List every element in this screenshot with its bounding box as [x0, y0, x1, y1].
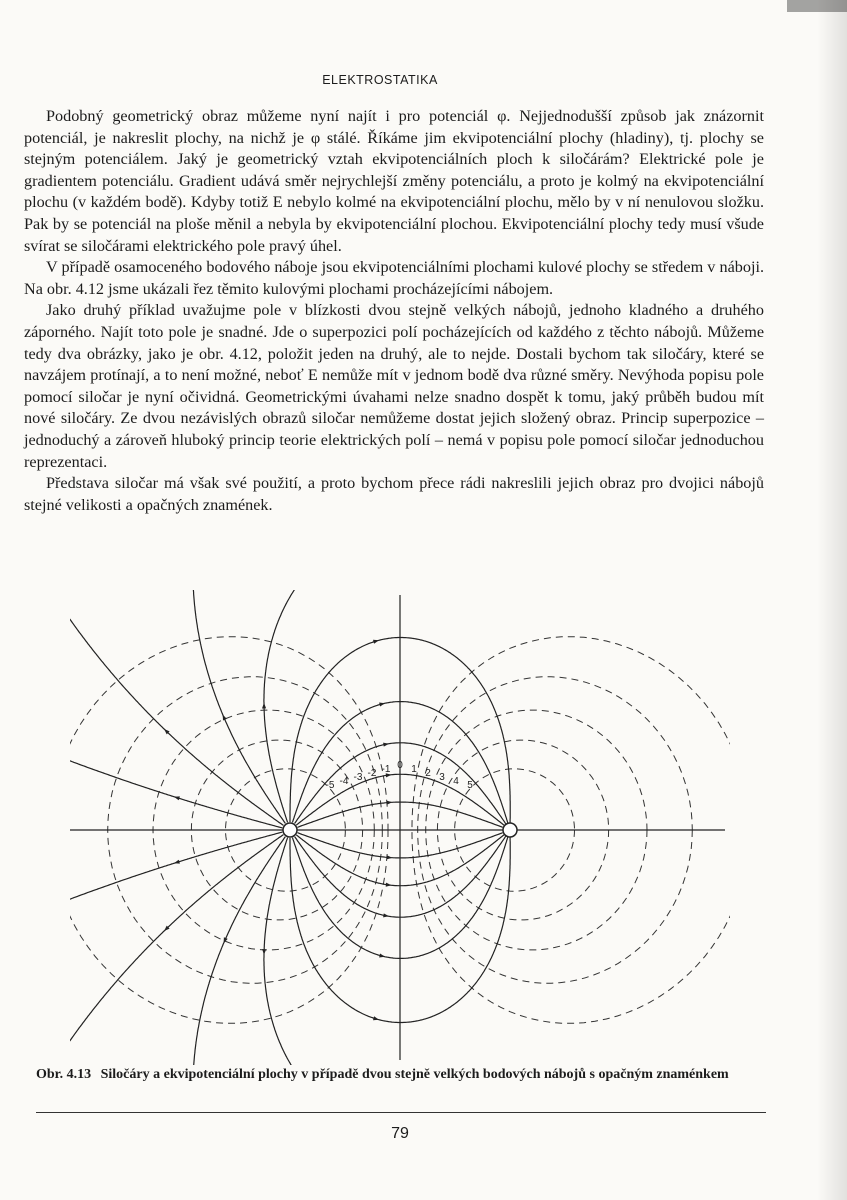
field-arrow: [383, 743, 389, 747]
field-line-16: [70, 590, 283, 825]
field-arrow: [174, 796, 180, 800]
body-text: [24, 106, 764, 516]
field-arrow: [373, 640, 379, 644]
field-arrow: [373, 1016, 379, 1020]
paragraph-3: Jako druhý příklad uvažujme pole v blízkosti dvou stejně velkých nábojů, jednoho kladného a druhého záporného. Najít toto pole je snadné. Jde o superpozici polí pocházejících od každého z těchto nábojů. Můžeme tedy dva obrázky, jako je obr. 4.12, položit jeden na druhý, ale to nejde. Dostali bychom tak siločáry, které se navzájem protínají, a to není možné, neboť E nemůže mít v jednom bodě dva různé směry. Nevýhoda popisu pole pomocí siločar je nyní očividná. Geometrickými úvahami nelze snadno dospět k tomu, jaký průběh budou mít nové siločáry. Ze dvou nezávislých obrazů siločar nemůžeme dostat jejich složený obraz. Princip superpozice – jednoduchý a zároveň hluboký princip teorie elektrických polí – nemá v popisu pole pomocí siločar jednoduchou reprezentaci.: [24, 301, 764, 471]
potential-label-2: -3: [353, 772, 363, 783]
page-edge-shadow: [817, 0, 847, 1200]
positive-charge: [283, 823, 297, 837]
dipole-field-figure: [70, 590, 730, 1065]
field-line-17: [70, 753, 282, 828]
figure-number: Obr. 4.13: [36, 1067, 92, 1082]
page-corner-shadow: [787, 0, 847, 12]
field-line-6: [193, 837, 286, 1065]
field-arrow: [262, 703, 266, 709]
field-arrow: [379, 954, 385, 958]
field-line-5: [264, 838, 306, 1065]
field-lines-diagram: [70, 590, 730, 1065]
field-arrow: [387, 855, 393, 859]
potential-label-6: 1: [411, 764, 417, 775]
field-arrow: [223, 715, 227, 721]
field-line-7: [70, 835, 283, 1065]
page-number: 79: [391, 1125, 409, 1142]
negative-charge: [503, 823, 517, 837]
potential-label-5: 0: [397, 760, 403, 771]
potential-label-4: -1: [381, 764, 391, 775]
field-arrow: [174, 860, 180, 864]
potential-label-8: 3: [439, 772, 445, 783]
figure-caption: [36, 1065, 766, 1084]
potential-label-3: -2: [367, 768, 377, 779]
footer-rule: [36, 1112, 766, 1113]
paragraph-1: Podobný geometrický obraz můžeme nyní najít i pro potenciál φ. Nejjednodušší způsob jak znázornit potenciál, je nakreslit plochy, na nichž je φ stálé. Říkáme jim ekvipotenciální plochy (hladiny), tj. plochy se stejným potenciálem. Jaký je geometrický vztah ekvipotenciálních ploch k siločárám? Elektrické pole je gradientem potenciálu. Gradient udává směr nejrychlejší změny potenciálu, a proto je kolmý na ekvipotenciální plochu (v každém bodě). Kdyby totiž E nebylo kolmé na ekvipotenciální plochu, mělo by v ní nenulovou složku. Pak by se potenciál na ploše měnil a nebyla by ekvipotenciální plochou. Ekvipotenciální plochy tedy musí všude svírat se siločárami elektrického pole pravý úhel.: [24, 107, 764, 255]
field-line-15: [193, 590, 286, 823]
field-line-8: [70, 832, 282, 907]
potential-label-0: -5: [325, 780, 335, 791]
potential-labels: [326, 760, 474, 791]
field-line-14: [264, 590, 310, 822]
paragraph-2: V případě osamoceného bodového náboje jsou ekvipotenciálními plochami kulové plochy se středem v náboji. Na obr. 4.12 jsme ukázali řez těmito kulovými plochami procházejícími nábojem.: [24, 258, 764, 298]
field-arrow: [262, 949, 266, 955]
caption-text: Siločáry a ekvipotenciální plochy v případě dvou stejně velkých bodových nábojů s opačným znaménkem: [100, 1067, 729, 1082]
potential-label-1: -4: [339, 776, 349, 787]
potential-label-10: 5: [467, 780, 473, 791]
paragraph-4: Představa siločar má však své použití, a proto bychom přece rádi nakreslili jejich obraz pro dvojici nábojů stejné velikosti a opačných znamének.: [24, 474, 764, 514]
running-head: ELEKTROSTATIKA: [322, 73, 438, 87]
potential-label-9: 4: [453, 776, 459, 787]
field-arrow: [379, 703, 385, 707]
field-arrow: [387, 801, 393, 805]
field-arrow: [383, 913, 389, 917]
potential-label-7: 2: [425, 768, 431, 779]
